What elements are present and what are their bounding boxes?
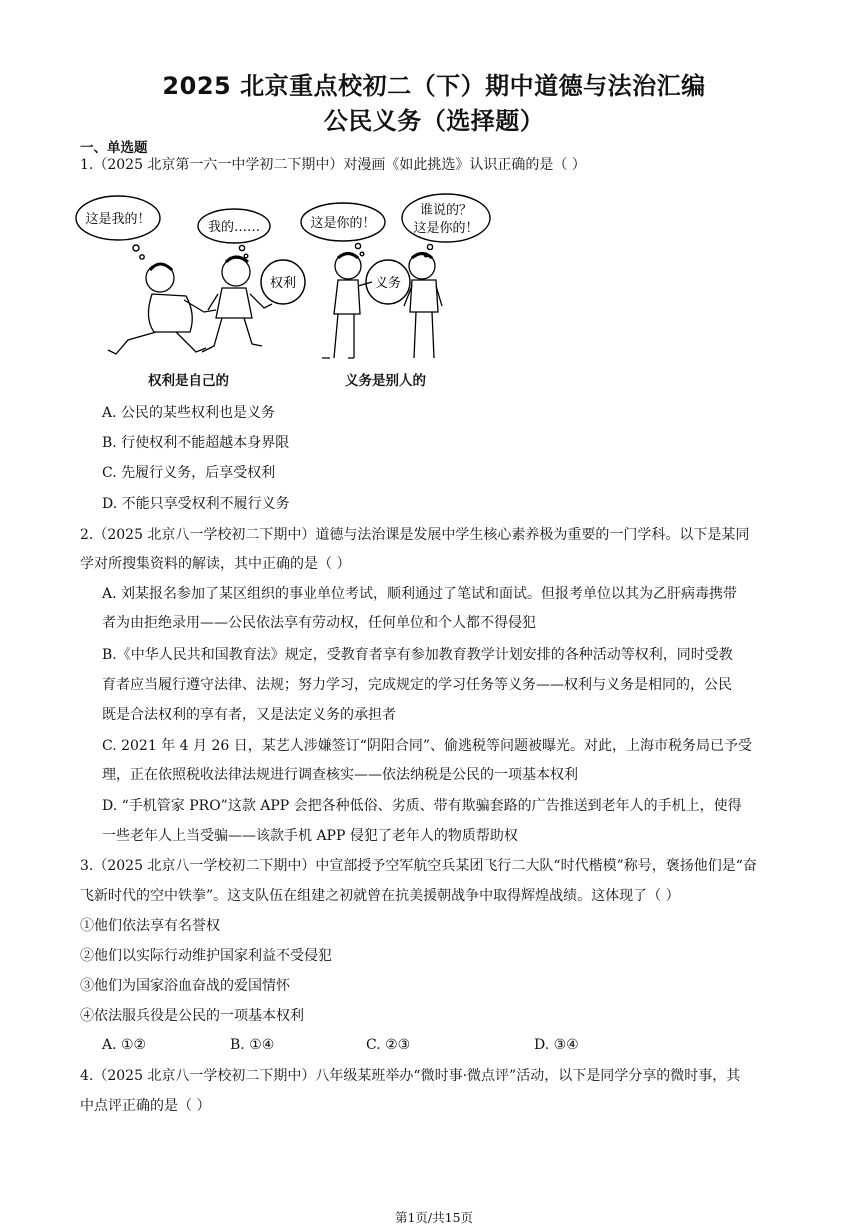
bubble-3-text: 这是你的！ — [310, 216, 376, 231]
q1-option-b: B. 行使权利不能超越本身界限 — [102, 435, 290, 451]
question-2-stem-2: 学对所搜集资料的解读，其中正确的是（ ） — [80, 556, 351, 572]
q3-option-b: B. ①④ — [230, 1037, 275, 1053]
q2-option-b-2: 育者应当履行遵守法律、法规；努力学习，完成规定的学习任务等义务——权利与义务是相同的，公民 — [102, 677, 732, 693]
figure-running — [108, 264, 216, 354]
q2-option-d-1: D. “手机管家 PRO”这款 APP 会把各种低俗、劣质、带有欺骗套路的广告推送到老年人的手机上，使得 — [102, 798, 742, 814]
q3-item-2: ②他们以实际行动维护国家利益不受侵犯 — [80, 948, 332, 964]
cartoon-caption-left: 权利是自己的 — [148, 373, 229, 389]
question-1-stem: 1.（2025 北京第一六一中学初二下期中）对漫画《如此挑选》认识正确的是（ ） — [80, 157, 586, 173]
q3-item-3: ③他们为国家浴血奋战的爱国情怀 — [80, 978, 290, 994]
duty-ball-label: 义务 — [374, 276, 402, 291]
q3-item-4: ④依法服兵役是公民的一项基本权利 — [80, 1008, 304, 1024]
question-4-stem-1: 4.（2025 北京八一学校初二下期中）八年级某班举办“微时事·微点评”活动，以下是同学分享的微时事，其 — [80, 1068, 741, 1084]
question-3-stem-2: 飞新时代的空中铁拳”。这支队伍在组建之初就曾在抗美援朝战争中取得辉煌战绩。这体现了（ ） — [80, 888, 680, 904]
q2-option-a-2: 者为由拒绝录用——公民依法享有劳动权，任何单位和个人都不得侵犯 — [102, 615, 536, 631]
q2-option-d-2: 一些老年人上当受骗——该款手机 APP 侵犯了老年人的物质帮助权 — [102, 828, 518, 844]
document-title: 2025 北京重点校初二（下）期中道德与法治汇编 — [162, 72, 706, 100]
cartoon-illustration — [72, 190, 512, 390]
q2-option-c-1: C. 2021 年 4 月 26 日，某艺人涉嫌签订“阴阳合同”、偷逃税等问题被曝光。对此，上海市税务局已予受 — [102, 738, 753, 754]
q3-option-a: A. ①② — [102, 1037, 147, 1053]
figure-giving-duty — [322, 253, 372, 358]
bubble-4-text-2: 这是你的！ — [413, 221, 479, 236]
q3-option-d: D. ③④ — [534, 1037, 579, 1053]
bubble-1-text: 这是我的！ — [85, 212, 151, 227]
q2-option-b-3: 既是合法权利的享有者，又是法定义务的承担者 — [102, 707, 396, 723]
cartoon-caption-right: 义务是别人的 — [345, 373, 426, 389]
q1-option-a: A. 公民的某些权利也是义务 — [102, 405, 276, 421]
page-footer: 第1页/共15页 — [394, 1210, 474, 1225]
q2-option-b-1: B.《中华人民共和国教育法》规定，受教育者享有参加教育教学计划安排的各种活动等权利，同时受教 — [102, 647, 733, 663]
q3-option-c: C. ②③ — [366, 1037, 411, 1053]
figure-holding-rights — [202, 257, 272, 352]
q1-option-d: D. 不能只享受权利不履行义务 — [102, 496, 290, 512]
q2-option-a-1: A. 刘某报名参加了某区组织的事业单位考试，顺利通过了笔试和面试。但报考单位以其为乙肝病毒携带 — [102, 586, 738, 602]
document-subtitle: 公民义务（选择题） — [323, 107, 545, 135]
question-2-stem-1: 2.（2025 北京八一学校初二下期中）道德与法治课是发展中学生核心素养极为重要的一门学科。以下是某同 — [80, 527, 750, 543]
q2-option-c-2: 理，正在依照税收法律法规进行调查核实——依法纳税是公民的一项基本权利 — [102, 767, 578, 783]
section-heading: 一、单选题 — [80, 140, 148, 156]
bubble-2-text: 我的…… — [207, 220, 261, 235]
bubble-4-text-1: 谁说的？ — [419, 203, 473, 218]
rights-ball-label: 权利 — [269, 276, 297, 291]
q1-option-c: C. 先履行义务，后享受权利 — [102, 465, 276, 481]
question-3-stem-1: 3.（2025 北京八一学校初二下期中）中宣部授予空军航空兵某团飞行二大队“时代楷模”称号，褒扬他们是“奋 — [80, 858, 757, 874]
figure-refusing-duty — [404, 253, 442, 358]
question-4-stem-2: 中点评正确的是（ ） — [80, 1098, 211, 1114]
q3-item-1: ①他们依法享有名誉权 — [80, 918, 220, 934]
